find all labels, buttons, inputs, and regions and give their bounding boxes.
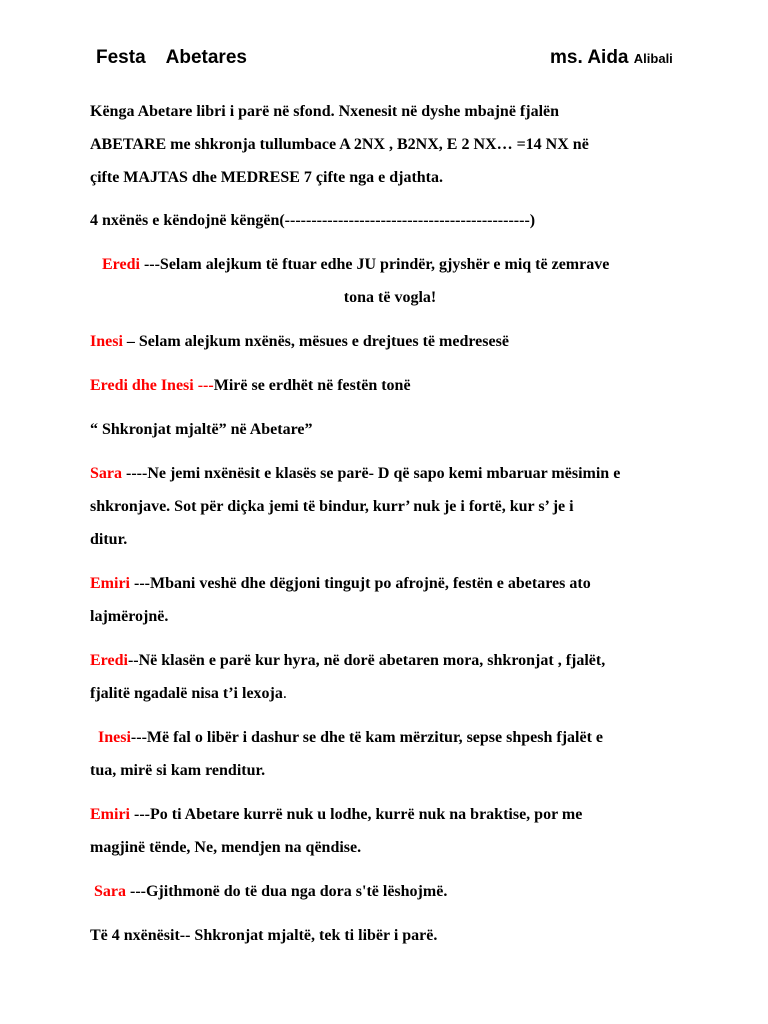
dialogue-text: Të 4 nxënësit-- Shkronjat mjaltë, tek ti libër i parë. (90, 927, 438, 944)
dialogue-line-sara-1 (90, 457, 690, 556)
intro-line-3: çifte MAJTAS dhe MEDRESE 7 çifte nga e djathta. (90, 169, 444, 186)
dialogue-text-line-2: fjalitë ngadalë nisa t’i lexoja (90, 685, 283, 702)
dialogue-text: ----Ne jemi nxënësit e klasës se parë- D që sapo kemi mbaruar mësimin e (122, 465, 621, 482)
author-main: ms. Aida (550, 47, 629, 68)
speaker-name: Eredi dhe Inesi --- (90, 377, 214, 394)
speaker-name: Inesi (90, 333, 123, 350)
dialogue-text-line-3: ditur. (90, 531, 128, 548)
dialogue-text: ---Selam alejkum të ftuar edhe JU prindër, gjyshër e miq të zemrave (139, 256, 610, 273)
dialogue-text-line-2: tua, mirë si kam renditur. (90, 762, 266, 779)
speaker-name: Emiri (90, 575, 130, 592)
speaker-name: Sara (94, 883, 126, 900)
dialogue-line-emiri-2 (90, 798, 690, 864)
document-title (96, 47, 247, 69)
dialogue-line-all-students (90, 919, 690, 952)
intro-line-1: Kënga Abetare libri i parë në sfond. Nxenesit në dyshe mbajnë fjalën (90, 103, 560, 120)
dialogue-text: ---Më fal o libër i dashur se dhe të kam mërzitur, sepse shpesh fjalët e (130, 729, 604, 746)
document-body (90, 95, 690, 963)
dialogue-text: ---Gjithmonë do të dua nga dora s'të lëshojmë. (126, 883, 448, 900)
dialogue-line-emiri-1 (90, 567, 690, 633)
dialogue-text: ---Po ti Abetare kurrë nuk u lodhe, kurrë nuk na braktise, por me (130, 806, 583, 823)
dialogue-text-line-2-tail: . (282, 685, 287, 702)
dialogue-line-inesi-1 (90, 325, 690, 358)
title-word-2: Abetares (165, 47, 247, 68)
dialogue-text-line-2: lajmërojnë. (90, 608, 169, 625)
dialogue-text-line-2: magjinë tënde, Ne, mendjen na qëndise. (90, 839, 362, 856)
intro-line-2: ABETARE me shkronja tullumbace A 2NX , B2NX, E 2 NX… =14 NX në (90, 136, 589, 153)
intro-song-line (90, 204, 690, 237)
dialogue-text: Mirë se erdhët në festën tonë (213, 377, 411, 394)
title-word-1: Festa (96, 47, 146, 68)
author-surname: Alibali (633, 51, 673, 66)
intro-paragraph (90, 95, 690, 194)
dialogue-line-title-quote (90, 413, 690, 446)
speaker-name: Eredi (90, 652, 128, 669)
dialogue-line-eredi-inesi (90, 369, 690, 402)
dialogue-text: --Në klasën e parë kur hyra, në dorë abetaren mora, shkronjat , fjalët, (127, 652, 606, 669)
dialogue-text-line-2: shkronjave. Sot për diçka jemi të bindur, kurr’ nuk je i fortë, kur s’ je i (90, 498, 574, 515)
dialogue-line-sara-2 (90, 875, 690, 908)
speaker-name: Emiri (90, 806, 130, 823)
dialogue-line-eredi-2 (90, 644, 690, 710)
dialogue-text: “ Shkronjat mjaltë” në Abetare” (90, 421, 313, 438)
document-header (96, 47, 696, 77)
speaker-name: Eredi (102, 256, 140, 273)
intro-line-4: 4 nxënës e këndojnë këngën(----------------------------------------------) (90, 212, 536, 229)
dialogue-text: – Selam alejkum nxënës, mësues e drejtues të medresesë (122, 333, 509, 350)
speaker-name: Inesi (98, 729, 131, 746)
author-name (550, 47, 673, 69)
speaker-name: Sara (90, 465, 122, 482)
dialogue-text: ---Mbani veshë dhe dëgjoni tingujt po afrojnë, festën e abetares ato (130, 575, 591, 592)
dialogue-continuation: tona të vogla! (343, 289, 437, 306)
dialogue-line-eredi-1 (90, 248, 690, 314)
dialogue-line-inesi-2 (90, 721, 690, 787)
